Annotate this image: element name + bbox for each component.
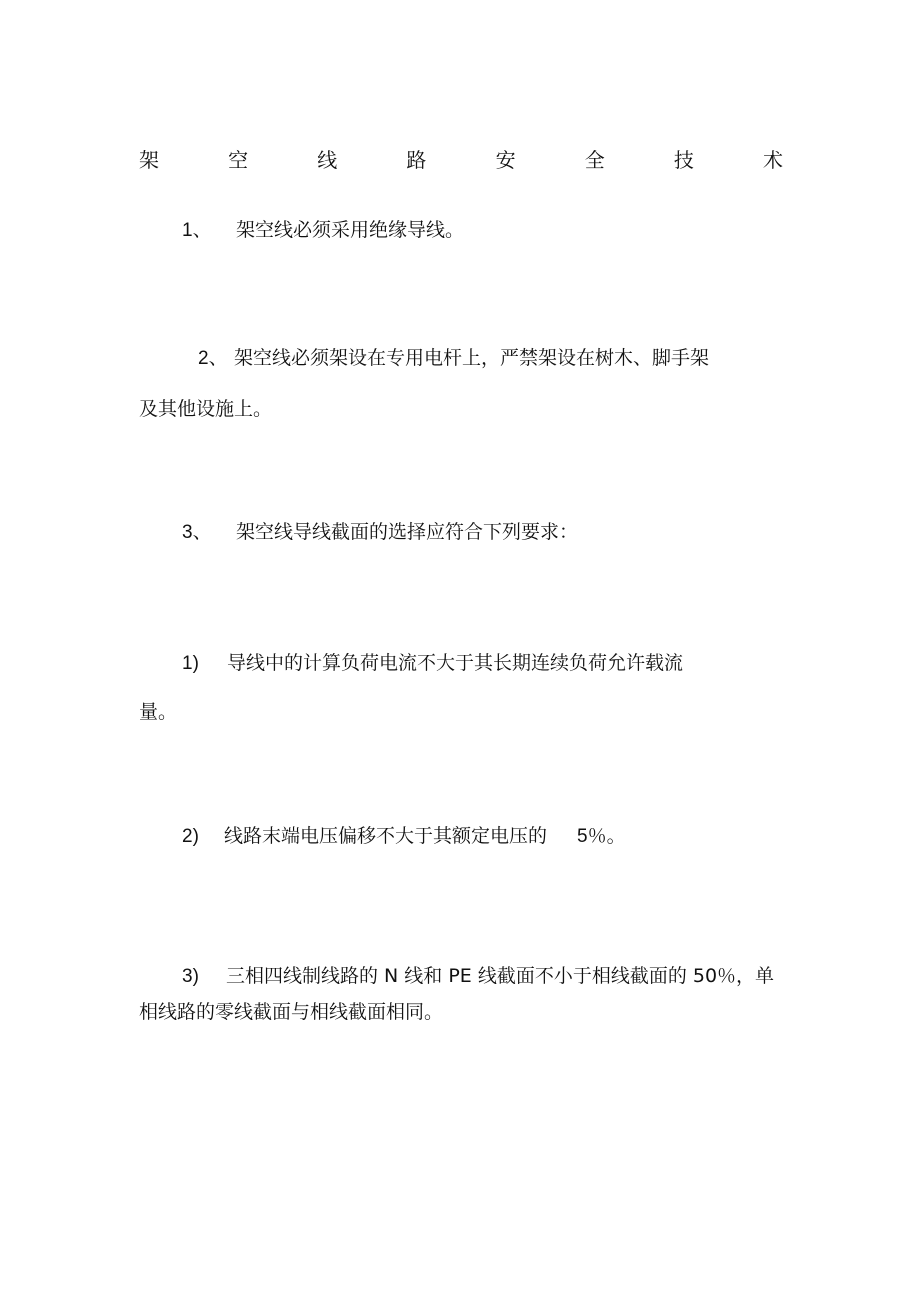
subitem-number: 2) bbox=[182, 826, 199, 847]
title-char: 空 bbox=[228, 148, 249, 172]
title-char: 线 bbox=[317, 148, 338, 172]
subitem-text: 导线中的计算负荷电流不大于其长期连续负荷允许载流 bbox=[227, 652, 684, 674]
item-1 bbox=[182, 216, 464, 245]
title-char: 安 bbox=[495, 148, 516, 172]
item-2-line-2: 及其他设施上。 bbox=[139, 398, 273, 420]
title-char: 全 bbox=[584, 148, 605, 172]
percentage-value: 5％。 bbox=[577, 826, 626, 847]
item-text: 架空线必须采用绝缘导线。 bbox=[236, 219, 465, 241]
title-char: 技 bbox=[673, 148, 694, 172]
subitem-2 bbox=[182, 822, 626, 851]
item-number: 2、 bbox=[198, 348, 228, 369]
item-text: 架空线必须架设在专用电杆上，严禁架设在树木、脚手架 bbox=[234, 347, 710, 369]
item-3 bbox=[182, 518, 578, 547]
subitem-1-line-2: 量。 bbox=[139, 701, 178, 723]
subitem-1-line-1 bbox=[182, 649, 683, 678]
subitem-3-line-2: 相线路的零线截面与相线截面相同。 bbox=[139, 1001, 444, 1023]
subitem-text: 线路末端电压偏移不大于其额定电压的 bbox=[224, 825, 548, 847]
item-2-line-1 bbox=[198, 344, 709, 373]
title-char: 路 bbox=[406, 148, 427, 172]
item-number: 3、 bbox=[182, 522, 212, 543]
subitem-text: 三相四线制线路的 N 线和 PE 线截面不小于相线截面的 50％，单 bbox=[226, 965, 775, 987]
item-text: 架空线导线截面的选择应符合下列要求： bbox=[236, 521, 579, 543]
document-title bbox=[139, 146, 783, 174]
title-char: 术 bbox=[762, 148, 783, 172]
subitem-number: 1) bbox=[182, 653, 199, 674]
title-char: 架 bbox=[139, 148, 159, 172]
subitem-number: 3) bbox=[182, 966, 199, 987]
item-number: 1、 bbox=[182, 220, 212, 241]
subitem-3-line-1 bbox=[182, 962, 774, 991]
